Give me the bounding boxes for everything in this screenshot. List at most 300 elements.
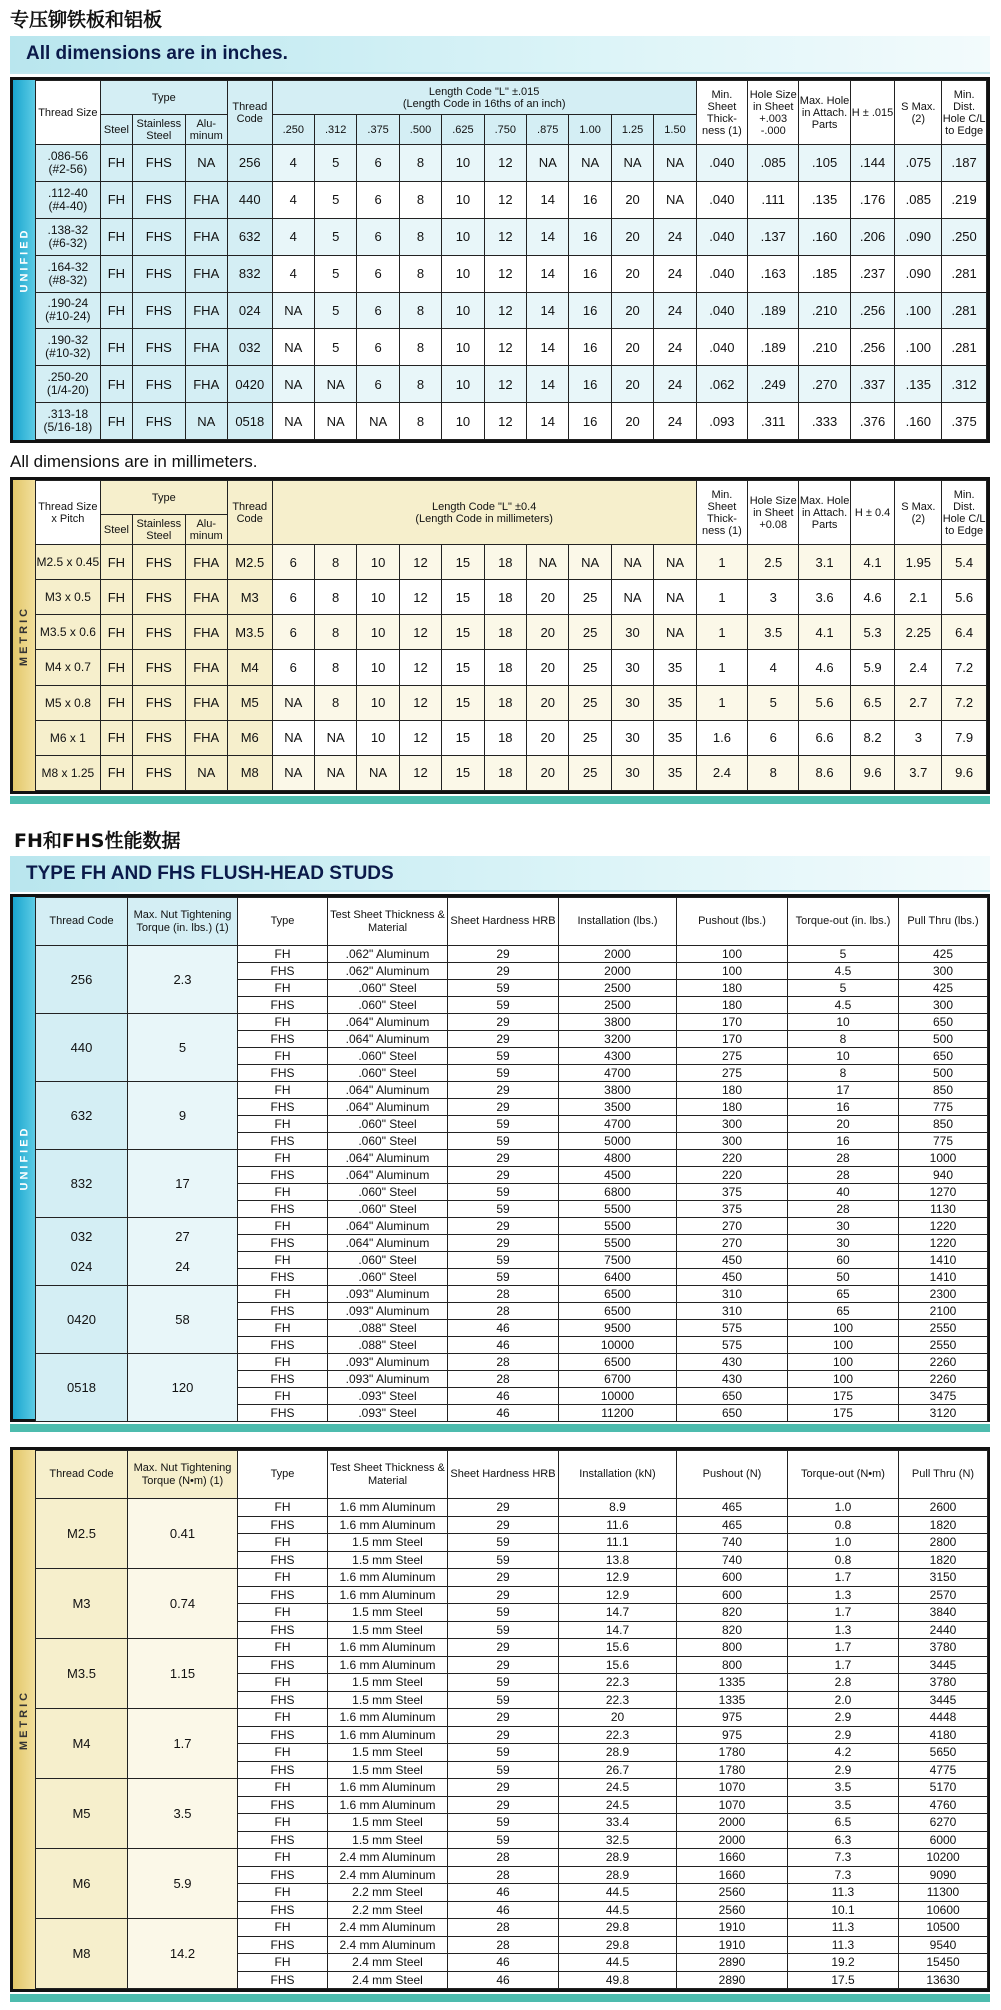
- table-cell: 6500: [559, 1303, 677, 1320]
- table-cell: 10200: [899, 1849, 988, 1867]
- table-cell: 29: [448, 1099, 559, 1116]
- table-cell: 12: [484, 366, 526, 403]
- table-cell: 220: [677, 1150, 788, 1167]
- perf-header-4: Sheet Hardness HRB: [448, 898, 559, 946]
- table-cell: 12: [399, 685, 441, 720]
- table-cell: 1: [696, 580, 747, 615]
- table-cell: .060" Steel: [328, 997, 448, 1014]
- table-cell: 2300: [899, 1286, 988, 1303]
- h-header: H ± .015: [850, 81, 895, 145]
- table-cell: 1: [696, 650, 747, 685]
- table-cell: FHS: [133, 181, 185, 218]
- table-cell: 14: [527, 366, 569, 403]
- table-cell: FHA: [185, 218, 227, 255]
- table-cell: 59: [448, 1252, 559, 1269]
- thread-code-cell: [36, 1919, 128, 1989]
- table-cell: 35: [654, 685, 697, 720]
- table-cell: 10: [788, 1048, 899, 1065]
- table-cell: 8: [399, 366, 441, 403]
- table-cell: 25: [569, 650, 611, 685]
- table-cell: .060" Steel: [328, 1048, 448, 1065]
- perf-header-5: Installation (kN): [559, 1451, 677, 1499]
- table-cell: 17: [788, 1082, 899, 1099]
- table-cell: 2550: [899, 1337, 988, 1354]
- table-cell: 59: [448, 1621, 559, 1639]
- table-cell: 170: [677, 1031, 788, 1048]
- table-cell: FHS: [238, 1901, 328, 1919]
- table-cell: 16: [569, 181, 611, 218]
- torque-value: 0.74: [169, 1595, 196, 1611]
- thread-code-header: Thread Code: [227, 481, 272, 545]
- table-cell: .135: [799, 181, 850, 218]
- table-cell: FH: [100, 329, 132, 366]
- table-cell: 59: [448, 1551, 559, 1569]
- table-row: [36, 292, 987, 329]
- table-cell: NA: [357, 755, 399, 790]
- table-cell: 820: [677, 1604, 788, 1622]
- table-cell: FH: [238, 1709, 328, 1727]
- torque-cell: [128, 1499, 238, 1569]
- table-cell: 35: [654, 720, 697, 755]
- table-cell: 100: [788, 1337, 899, 1354]
- table-cell: 375: [677, 1184, 788, 1201]
- length-col-header: .875: [527, 115, 569, 145]
- table-cell: 300: [899, 997, 988, 1014]
- table-cell: 740: [677, 1551, 788, 1569]
- table-cell: 256: [227, 145, 272, 182]
- table-cell: 3200: [559, 1031, 677, 1048]
- table-cell: .040: [696, 181, 747, 218]
- table-cell: 10: [357, 720, 399, 755]
- table-cell: 12: [399, 545, 441, 580]
- table-cell: 6: [357, 329, 399, 366]
- torque-value: 1.7: [173, 1735, 192, 1751]
- min-dist-header: Min. Dist. Hole C/L to Edge: [942, 481, 987, 545]
- table-cell: NA: [272, 329, 314, 366]
- table-cell: 29: [448, 1235, 559, 1252]
- table-cell: 20: [611, 366, 653, 403]
- table-cell: 1.95: [895, 545, 942, 580]
- table-cell: 600: [677, 1586, 788, 1604]
- table-cell: 28: [448, 1286, 559, 1303]
- table-cell: 2560: [677, 1901, 788, 1919]
- table-cell: 300: [899, 963, 988, 980]
- table-cell: 1.6 mm Aluminum: [328, 1656, 448, 1674]
- thread-code: 032: [70, 1228, 93, 1244]
- table-cell: 8.2: [850, 720, 895, 755]
- table-cell: 3.7: [895, 755, 942, 790]
- table-cell: 25: [569, 615, 611, 650]
- table-cell: 3.5: [748, 615, 799, 650]
- table-cell: .090: [895, 218, 942, 255]
- table-cell: 20: [527, 755, 569, 790]
- table-cell: 2550: [899, 1320, 988, 1337]
- table-cell: 22.3: [559, 1726, 677, 1744]
- torque-cell: [128, 1779, 238, 1849]
- table-cell: 940: [899, 1167, 988, 1184]
- torque-cell: [128, 1150, 238, 1218]
- table-cell: 3800: [559, 1014, 677, 1031]
- table-cell: 2000: [677, 1831, 788, 1849]
- table-cell: 2.8: [788, 1674, 899, 1692]
- table-row: [36, 403, 987, 440]
- table-cell: NA: [654, 181, 696, 218]
- table-cell: FHS: [133, 145, 185, 182]
- table-cell: 5: [788, 946, 899, 963]
- unified-table: [35, 80, 987, 440]
- table-cell: .060" Steel: [328, 1133, 448, 1150]
- table-cell: 28.9: [559, 1866, 677, 1884]
- table-cell: 2.9: [788, 1726, 899, 1744]
- table-cell: M8: [227, 755, 272, 790]
- table-cell: .250-20 (1/4-20): [36, 366, 101, 403]
- table-cell: 1335: [677, 1691, 788, 1709]
- table-cell: FH: [238, 1674, 328, 1692]
- torque-cell: [128, 1919, 238, 1989]
- length-col-header: .312: [315, 115, 357, 145]
- metric-perf-table: [35, 1450, 988, 1989]
- torque-cell: [128, 1082, 238, 1150]
- table-row: [36, 218, 987, 255]
- table-cell: 11.3: [788, 1936, 899, 1954]
- thread-code: 832: [70, 1175, 93, 1191]
- perf-header-6: Pushout (lbs.): [677, 898, 788, 946]
- table-cell: 46: [448, 1405, 559, 1422]
- table-cell: 180: [677, 997, 788, 1014]
- table-cell: 12: [484, 403, 526, 440]
- table-row: [36, 720, 987, 755]
- torque-value: 0.41: [169, 1525, 196, 1541]
- table-cell: 16: [788, 1099, 899, 1116]
- table-cell: 29.8: [559, 1936, 677, 1954]
- table-cell: 1.3: [788, 1621, 899, 1639]
- table-cell: .093" Aluminum: [328, 1354, 448, 1371]
- table-cell: FHS: [238, 1167, 328, 1184]
- table-cell: FH: [238, 1639, 328, 1657]
- table-cell: 28: [788, 1167, 899, 1184]
- table-cell: 5000: [559, 1133, 677, 1150]
- table-cell: 29: [448, 1516, 559, 1534]
- table-cell: 6.4: [942, 615, 987, 650]
- table-cell: 46: [448, 1884, 559, 1902]
- divider-strip-2: [10, 1424, 990, 1432]
- table-cell: 5500: [559, 1201, 677, 1218]
- table-row: [36, 1014, 988, 1031]
- table-cell: 24: [654, 292, 696, 329]
- table-cell: 7.9: [942, 720, 987, 755]
- table-cell: 465: [677, 1516, 788, 1534]
- table-row: [36, 1919, 988, 1937]
- table-cell: 2800: [899, 1534, 988, 1552]
- table-cell: 575: [677, 1320, 788, 1337]
- torque-value: 120: [171, 1379, 194, 1395]
- length-code-title: Length Code "L" ±0.4: [431, 500, 537, 513]
- table-row: [36, 1354, 988, 1371]
- table-cell: .249: [748, 366, 799, 403]
- table-cell: 1220: [899, 1218, 988, 1235]
- table-cell: 450: [677, 1269, 788, 1286]
- table-cell: 2.2 mm Steel: [328, 1901, 448, 1919]
- table-cell: 6000: [899, 1831, 988, 1849]
- table-cell: 650: [899, 1014, 988, 1031]
- table-cell: 59: [448, 1744, 559, 1762]
- table-cell: FHS: [133, 366, 185, 403]
- table-cell: 800: [677, 1639, 788, 1657]
- thread-code: 256: [70, 971, 93, 987]
- table-cell: FH: [238, 1388, 328, 1405]
- table-cell: NA: [185, 755, 227, 790]
- table-row: [36, 1569, 988, 1587]
- table-cell: 10: [442, 366, 484, 403]
- table-cell: 29: [448, 1779, 559, 1797]
- table-row: [36, 1218, 988, 1235]
- table-cell: FHA: [185, 329, 227, 366]
- table-cell: NA: [315, 403, 357, 440]
- table-cell: 3800: [559, 1082, 677, 1099]
- table-cell: FHS: [133, 292, 185, 329]
- table-cell: 8: [314, 685, 356, 720]
- table-cell: M6 x 1: [36, 720, 101, 755]
- table-cell: 1410: [899, 1269, 988, 1286]
- table-cell: M2.5: [227, 545, 272, 580]
- table-cell: 24.5: [559, 1779, 677, 1797]
- table-cell: NA: [527, 145, 569, 182]
- table-cell: 1.6 mm Aluminum: [328, 1586, 448, 1604]
- table-cell: 1270: [899, 1184, 988, 1201]
- table-cell: FHS: [238, 1761, 328, 1779]
- table-cell: FH: [238, 1354, 328, 1371]
- table-cell: 12.9: [559, 1586, 677, 1604]
- table-cell: 2.1: [895, 580, 942, 615]
- table-cell: FHA: [185, 292, 227, 329]
- table-cell: 46: [448, 1954, 559, 1972]
- table-cell: 5: [788, 980, 899, 997]
- table-cell: FHS: [238, 1551, 328, 1569]
- table-cell: 4700: [559, 1116, 677, 1133]
- table-cell: 975: [677, 1709, 788, 1727]
- table-cell: 11.3: [788, 1919, 899, 1937]
- table-cell: .137: [748, 218, 799, 255]
- thread-code-cell: [36, 1639, 128, 1709]
- table-row: [36, 1849, 988, 1867]
- table-cell: 1.6: [696, 720, 747, 755]
- table-cell: 270: [677, 1235, 788, 1252]
- unified-notice: All dimensions are in inches.: [26, 43, 288, 64]
- table-cell: 1: [696, 615, 747, 650]
- table-cell: 1.0: [788, 1534, 899, 1552]
- table-cell: 20: [527, 685, 569, 720]
- table-cell: NA: [527, 545, 569, 580]
- table-cell: FH: [100, 650, 132, 685]
- table-cell: NA: [272, 685, 314, 720]
- length-code-subtitle: (Length Code in millimeters): [415, 512, 553, 525]
- table-cell: 1.6 mm Aluminum: [328, 1639, 448, 1657]
- table-cell: NA: [569, 545, 611, 580]
- table-cell: 4760: [899, 1796, 988, 1814]
- table-cell: 46: [448, 1901, 559, 1919]
- table-cell: 10: [357, 545, 399, 580]
- table-cell: 775: [899, 1133, 988, 1150]
- length-col-header: .500: [399, 115, 441, 145]
- stainless-header: Stainless Steel: [133, 115, 185, 145]
- table-cell: 10: [442, 218, 484, 255]
- table-cell: 5170: [899, 1779, 988, 1797]
- table-cell: 10.1: [788, 1901, 899, 1919]
- table-cell: 14: [527, 255, 569, 292]
- table-cell: 6.5: [788, 1814, 899, 1832]
- table-cell: 29: [448, 1656, 559, 1674]
- table-cell: FH: [100, 181, 132, 218]
- table-cell: FH: [238, 1048, 328, 1065]
- table-cell: 59: [448, 1048, 559, 1065]
- table-cell: 46: [448, 1971, 559, 1989]
- thread-code: M8: [72, 1945, 91, 1961]
- table-cell: 16: [788, 1133, 899, 1150]
- table-cell: .311: [748, 403, 799, 440]
- table-row: [36, 946, 988, 963]
- table-cell: 15: [442, 615, 484, 650]
- table-cell: FH: [238, 1569, 328, 1587]
- table-cell: 5650: [899, 1744, 988, 1762]
- table-cell: 3: [895, 720, 942, 755]
- table-cell: 1.6 mm Aluminum: [328, 1516, 448, 1534]
- table-cell: 11.6: [559, 1516, 677, 1534]
- table-cell: M8 x 1.25: [36, 755, 101, 790]
- table-cell: 15450: [899, 1954, 988, 1972]
- table-cell: FHS: [238, 1936, 328, 1954]
- table-cell: FHS: [238, 1971, 328, 1989]
- table-cell: .190-32 (#10-32): [36, 329, 101, 366]
- table-cell: 29: [448, 1586, 559, 1604]
- table-cell: 3.5: [788, 1779, 899, 1797]
- table-cell: 4700: [559, 1065, 677, 1082]
- table-cell: FH: [238, 1744, 328, 1762]
- thread-code-cell: [36, 1150, 128, 1218]
- table-cell: NA: [314, 720, 356, 755]
- hole-size-header: Hole Size in Sheet +0.08: [748, 481, 799, 545]
- table-cell: FHS: [238, 963, 328, 980]
- table-cell: 30: [611, 755, 653, 790]
- table-cell: 8: [314, 545, 356, 580]
- max-hole-header: Max. Hole in Attach. Parts: [799, 81, 850, 145]
- table-cell: 59: [448, 1831, 559, 1849]
- table-cell: FH: [238, 1252, 328, 1269]
- table-cell: 5: [315, 218, 357, 255]
- table-cell: 4: [272, 255, 314, 292]
- table-cell: NA: [611, 545, 653, 580]
- table-cell: 12.9: [559, 1569, 677, 1587]
- table-cell: 24.5: [559, 1796, 677, 1814]
- table-cell: 14.7: [559, 1604, 677, 1622]
- table-cell: FHS: [238, 1269, 328, 1286]
- table-cell: .093" Steel: [328, 1405, 448, 1422]
- torque-cell: [128, 1286, 238, 1354]
- table-cell: 44.5: [559, 1901, 677, 1919]
- table-cell: 800: [677, 1656, 788, 1674]
- table-cell: 18: [484, 615, 526, 650]
- table-cell: 29: [448, 1014, 559, 1031]
- table-cell: 425: [899, 946, 988, 963]
- min-dist-header: Min. Dist. Hole C/L to Edge: [942, 81, 987, 145]
- table-cell: 59: [448, 1184, 559, 1201]
- table-cell: .281: [942, 292, 987, 329]
- table-cell: 5: [315, 329, 357, 366]
- length-col-header: .625: [442, 115, 484, 145]
- table-cell: FHS: [133, 329, 185, 366]
- torque-value: 2.3: [173, 971, 192, 987]
- table-cell: 7.3: [788, 1849, 899, 1867]
- table-cell: 29: [448, 946, 559, 963]
- table-cell: 3780: [899, 1674, 988, 1692]
- table-cell: 832: [227, 255, 272, 292]
- table-cell: FHS: [238, 1796, 328, 1814]
- table-cell: 15: [442, 720, 484, 755]
- table-cell: 9500: [559, 1320, 677, 1337]
- table-cell: 29: [448, 1150, 559, 1167]
- table-cell: 820: [677, 1621, 788, 1639]
- length-col-header: .750: [484, 115, 526, 145]
- table-cell: 59: [448, 980, 559, 997]
- thread-code: 632: [70, 1107, 93, 1123]
- table-cell: .313-18 (5/16-18): [36, 403, 101, 440]
- length-col-header: .375: [357, 115, 399, 145]
- length-code-header: [272, 81, 696, 115]
- table-cell: NA: [185, 145, 227, 182]
- thread-size-header: Thread Size: [36, 81, 101, 145]
- table-cell: .040: [696, 292, 747, 329]
- table-cell: 13630: [899, 1971, 988, 1989]
- table-cell: 18: [484, 650, 526, 685]
- table-cell: FH: [238, 1849, 328, 1867]
- table-cell: .281: [942, 255, 987, 292]
- metric-dimension-table: [10, 477, 990, 794]
- table-cell: 1.7: [788, 1569, 899, 1587]
- table-cell: 59: [448, 1691, 559, 1709]
- table-cell: 1.5 mm Steel: [328, 1814, 448, 1832]
- table-cell: NA: [314, 755, 356, 790]
- table-cell: 29: [448, 1796, 559, 1814]
- table-cell: 24: [654, 403, 696, 440]
- table-cell: 1.5 mm Steel: [328, 1534, 448, 1552]
- table-cell: 3500: [559, 1099, 677, 1116]
- table-cell: NA: [569, 145, 611, 182]
- table-cell: 6: [272, 650, 314, 685]
- table-cell: NA: [315, 366, 357, 403]
- aluminum-header: Alu- minum: [185, 115, 227, 145]
- table-cell: .163: [748, 255, 799, 292]
- table-cell: FH: [238, 1499, 328, 1517]
- table-cell: 10: [357, 650, 399, 685]
- table-cell: 8: [788, 1031, 899, 1048]
- table-cell: 10000: [559, 1388, 677, 1405]
- table-cell: 2.4: [696, 755, 747, 790]
- table-cell: 59: [448, 1133, 559, 1150]
- table-cell: 8: [399, 403, 441, 440]
- table-cell: 2100: [899, 1303, 988, 1320]
- divider-strip: [10, 796, 990, 804]
- table-cell: 5: [315, 292, 357, 329]
- thread-code-cell: [36, 1849, 128, 1919]
- table-cell: 180: [677, 980, 788, 997]
- thread-code: 0518: [67, 1379, 96, 1395]
- table-cell: NA: [272, 292, 314, 329]
- table-cell: 9.6: [850, 755, 895, 790]
- table-cell: 0518: [227, 403, 272, 440]
- thread-code: M6: [72, 1875, 91, 1891]
- table-cell: 5: [748, 685, 799, 720]
- table-cell: M5 x 0.8: [36, 685, 101, 720]
- table-cell: 7.2: [942, 650, 987, 685]
